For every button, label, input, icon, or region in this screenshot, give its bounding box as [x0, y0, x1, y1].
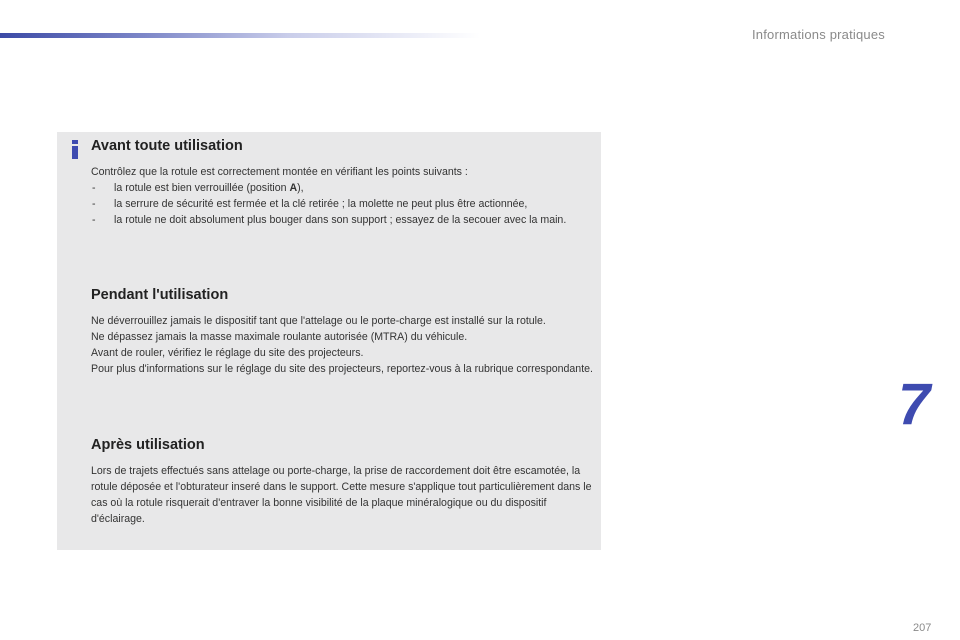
during-use-section [91, 287, 597, 377]
info-icon-dot [72, 140, 78, 144]
after-use-paragraph: Lors de trajets effectués sans attelage ou porte-charge, la prise de raccordement doit être escamotée, la rotule déposée et l'obturateur inseré dans le support. Cette mesure s'applique tout particulièrement dans le cas où la rotule risquerait d'entraver la bonne visibilité de la plaque minéralogique ou du dispositif d'éclairage. [91, 465, 592, 525]
before-use-title: Avant toute utilisation [91, 138, 243, 154]
chapter-number: 7 [898, 372, 931, 437]
checklist-item-2: - la serrure de sécurité est fermée et la clé retirée ; la molette ne peut plus être actionnée, [91, 196, 597, 212]
before-use-section [91, 138, 597, 228]
during-use-paragraph-1: Ne déverrouillez jamais le dispositif tant que l'attelage ou le porte-charge est installé sur la rotule. [91, 315, 546, 327]
checklist-item-1-end: ), [297, 182, 304, 194]
before-use-intro: Contrôlez que la rotule est correctement montée en vérifiant les points suivants : [91, 166, 468, 178]
checklist-item-1-text: la rotule est bien verrouillée (position [114, 182, 290, 194]
during-use-title: Pendant l'utilisation [91, 287, 229, 303]
info-icon [71, 140, 81, 159]
checklist-item-1 [91, 180, 597, 196]
checklist-item-3: - la rotule ne doit absolument plus bouger dans son support ; essayez de la secouer avec la main. [91, 212, 597, 228]
page-number: 207 [913, 622, 932, 634]
during-use-paragraph-2: Ne dépassez jamais la masse maximale roulante autorisée (MTRA) du véhicule. [91, 331, 468, 343]
during-use-paragraph-3: Avant de rouler, vérifiez le réglage du site des projecteurs. [91, 347, 364, 359]
position-label: A [289, 182, 298, 194]
section-title: Informations pratiques [751, 27, 885, 42]
info-icon-stem [72, 146, 78, 159]
during-use-paragraph-4: Pour plus d'informations sur le réglage du site des projecteurs, reportez-vous à la rubrique correspondante. [91, 363, 593, 375]
header-gradient-bar [0, 33, 480, 38]
before-use-checklist [91, 180, 597, 228]
after-use-title: Après utilisation [91, 437, 205, 453]
after-use-section [91, 437, 597, 527]
